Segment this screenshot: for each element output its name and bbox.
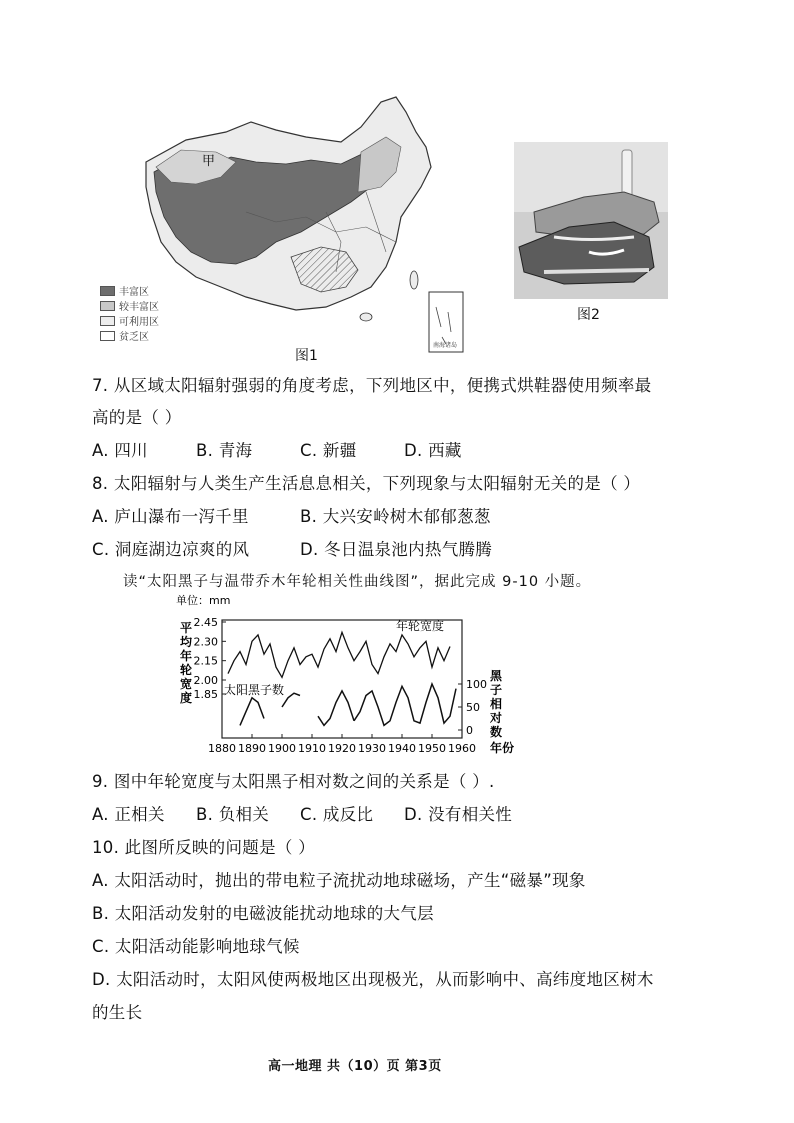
legend-label: 贫乏区	[119, 332, 149, 343]
legend-label: 可利用区	[119, 317, 159, 328]
legend-swatch	[100, 331, 115, 341]
x-tick-label: 1960	[448, 742, 476, 755]
chart-frame	[222, 620, 462, 738]
q10-option-d-line2: 的生长	[92, 1003, 143, 1022]
sunspot-series-line	[318, 691, 354, 726]
sunspot-series-label: 太阳黑子数	[224, 683, 285, 697]
legend-label: 较丰富区	[119, 302, 159, 313]
region-jia-label: 甲	[202, 154, 216, 169]
x-tick-label: 1940	[388, 742, 416, 755]
q7-option-b[interactable]: B. 青海	[196, 441, 253, 460]
chart-intro: 读“太阳黑子与温带乔木年轮相关性曲线图”，据此完成 9-10 小题。	[123, 574, 592, 590]
q7-stem-line2: 高的是（ ）	[92, 408, 182, 427]
unit-label: 单位：mm	[176, 594, 231, 607]
y-left-tick-label: 2.30	[193, 635, 218, 649]
legend-swatch	[100, 316, 115, 326]
map-legend	[100, 283, 159, 343]
x-tick-label: 1880	[208, 742, 236, 755]
legend-item	[100, 313, 159, 328]
left-axis-label-char: 年	[180, 649, 193, 663]
x-tick-label: 1890	[238, 742, 266, 755]
y-left-tick-label: 2.00	[193, 674, 218, 687]
y-right-tick-label: 50	[466, 701, 480, 714]
tree-ring-series-label: 年轮宽度	[396, 619, 445, 633]
right-axis-label-char: 黑	[490, 669, 503, 683]
legend-swatch	[100, 301, 115, 311]
figure1-caption: 图1	[295, 348, 318, 364]
left-axis-label-char: 轮	[180, 663, 193, 677]
y-left-tick-label: 2.45	[193, 616, 218, 629]
q9-option-c[interactable]: C. 成反比	[300, 805, 374, 824]
x-tick-label: 1900	[268, 742, 296, 755]
y-right-tick-label: 100	[466, 678, 487, 691]
q10-option-d[interactable]: D. 太阳活动时，太阳风使两极地区出现极光，从而影响中、高纬度地区树木	[92, 970, 654, 989]
q8-option-c[interactable]: C. 洞庭湖边凉爽的风	[92, 540, 250, 559]
q9-option-a[interactable]: A. 正相关	[92, 805, 165, 824]
q7-stem-line1: 7. 从区域太阳辐射强弱的角度考虑，下列地区中，便携式烘鞋器使用频率最	[92, 376, 652, 395]
q10-option-c[interactable]: C. 太阳活动能影响地球气候	[92, 937, 300, 956]
q10-option-b[interactable]: B. 太阳活动发射的电磁波能扰动地球的大气层	[92, 904, 434, 923]
q8-stem: 8. 太阳辐射与人类生产生活息息相关，下列现象与太阳辐射无关的是（ ）	[92, 474, 641, 493]
legend-item	[100, 328, 159, 343]
y-left-tick-label: 2.15	[193, 654, 218, 668]
right-axis-label-char: 子	[490, 683, 503, 697]
right-axis-label-char: 相	[490, 697, 503, 711]
q8-option-b[interactable]: B. 大兴安岭树木郁郁葱葱	[300, 507, 491, 526]
left-axis-label-char: 均	[180, 635, 193, 649]
legend-item	[100, 298, 159, 313]
legend-item	[100, 283, 159, 298]
x-tick-label: 1950	[418, 742, 446, 755]
figure2-caption: 图2	[577, 307, 600, 323]
page-footer: 高一地理 共（10）页 第3页	[268, 1059, 442, 1074]
q8-option-d[interactable]: D. 冬日温泉池内热气腾腾	[300, 540, 493, 559]
q10-option-a[interactable]: A. 太阳活动时，抛出的带电粒子流扰动地球磁场，产生“磁暴”现象	[92, 871, 586, 890]
sunspot-series-line	[282, 693, 300, 707]
q9-stem: 9. 图中年轮宽度与太阳黑子相对数之间的关系是（ ）.	[92, 772, 495, 791]
left-axis-label-char: 宽	[180, 677, 193, 691]
left-axis-label-char: 度	[180, 691, 193, 705]
q9-option-b[interactable]: B. 负相关	[196, 805, 270, 824]
y-left-tick-label: 1.85	[193, 688, 218, 701]
x-tick-label: 1910	[298, 742, 326, 755]
right-axis-label-char: 数	[490, 725, 503, 739]
q8-option-a[interactable]: A. 庐山瀑布一泻千里	[92, 507, 249, 526]
q10-stem: 10. 此图所反映的问题是（ ）	[92, 838, 316, 857]
sunspot-series-line	[240, 698, 264, 726]
q7-option-d[interactable]: D. 西藏	[404, 441, 462, 460]
tree-ring-series-line	[228, 632, 450, 677]
q7-option-a[interactable]: A. 四川	[92, 441, 148, 460]
legend-swatch	[100, 286, 115, 296]
y-right-tick-label: 0	[466, 724, 473, 737]
x-tick-label: 1920	[328, 742, 356, 755]
q9-option-d[interactable]: D. 没有相关性	[404, 805, 513, 824]
figure2-photo	[514, 142, 668, 299]
x-tick-label: 1930	[358, 742, 386, 755]
chart-svg	[176, 592, 516, 758]
x-axis-label: 年份	[490, 741, 515, 755]
right-axis-label-char: 对	[490, 711, 503, 725]
left-axis-label-char: 平	[180, 621, 193, 635]
legend-label: 丰富区	[119, 287, 149, 298]
sunspot-series-line	[354, 684, 456, 725]
q7-option-c[interactable]: C. 新疆	[300, 441, 357, 460]
inset-label: 南海诸岛	[433, 342, 458, 349]
shoes-photo-graphic	[514, 142, 668, 299]
sunspot-tree-ring-chart	[176, 592, 516, 758]
